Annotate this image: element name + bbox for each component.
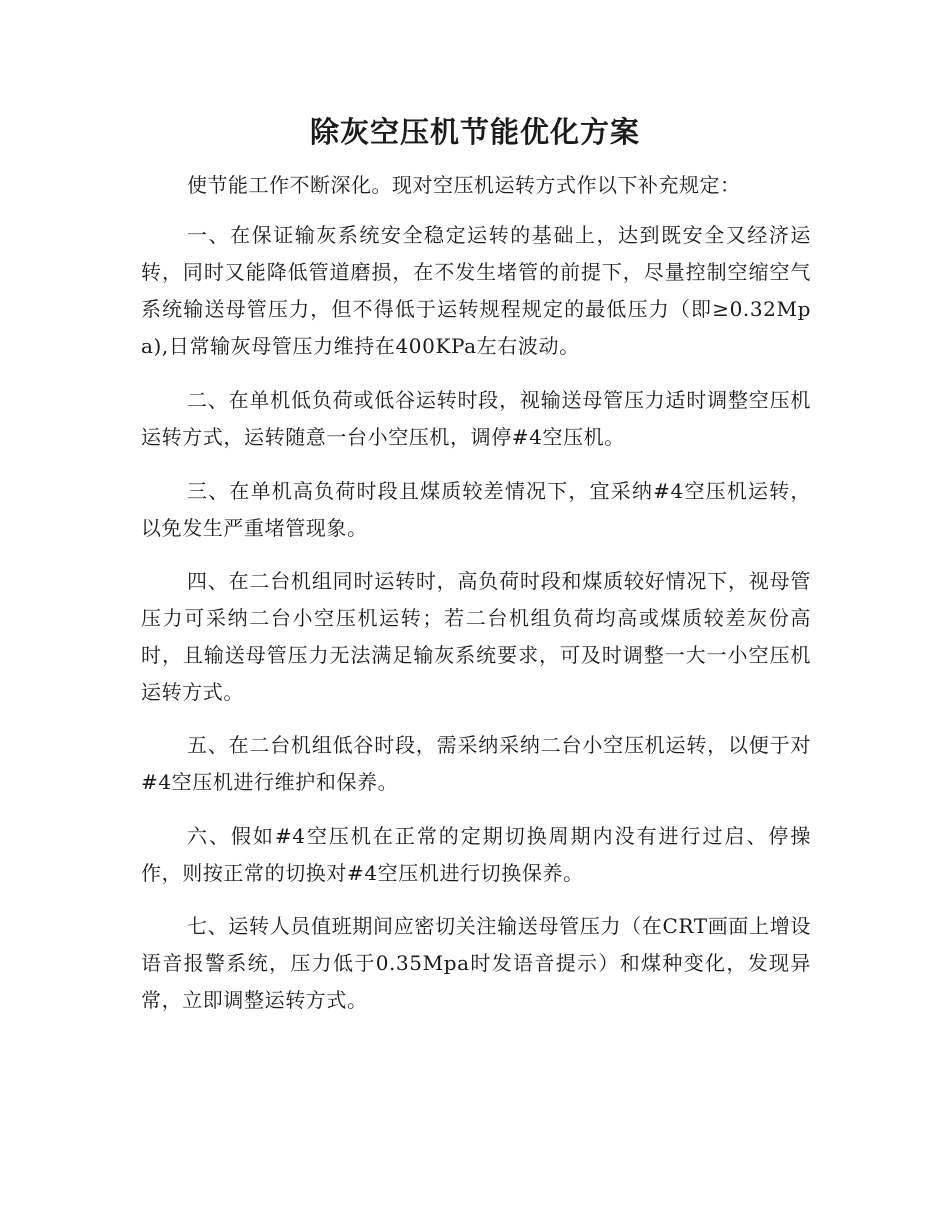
paragraph-3: 三、在单机高负荷时段且煤质较差情况下，宜采纳#4空压机运转，以免发生严重堵管现象。 xyxy=(141,479,811,540)
paragraph-7: 七、运转人员值班期间应密切关注输送母管压力（在CRT画面上增设语音报警系统，压力低于0.35Mpa时发语音提示）和煤种变化，发现异常，立即调整运转方式。 xyxy=(141,914,811,1012)
paragraph-1: 一、在保证输灰系统安全稳定运转的基础上，达到既安全又经济运转，同时又能降低管道磨损，在不发生堵管的前提下，尽量控制空缩空气系统输送母管压力，但不得低于运转规程规定的最低压力（即≥0.32Mpa),日常输灰母管压力维持在400KPa左右波动。 xyxy=(141,223,811,358)
paragraph-6: 六、假如#4空压机在正常的定期切换周期内没有进行过启、停操作，则按正常的切换对#4空压机进行切换保养。 xyxy=(141,824,811,885)
intro-paragraph: 使节能工作不断深化。现对空压机运转方式作以下补充规定： xyxy=(187,173,741,197)
paragraph-2: 二、在单机低负荷或低谷运转时段，视输送母管压力适时调整空压机运转方式，运转随意一台小空压机，调停#4空压机。 xyxy=(141,388,811,449)
paragraph-5: 五、在二台机组低谷时段，需采纳采纳二台小空压机运转，以便于对#4空压机进行维护和保养。 xyxy=(141,733,811,794)
paragraph-4: 四、在二台机组同时运转时，高负荷时段和煤质较好情况下，视母管压力可采纳二台小空压机运转；若二台机组负荷均高或煤质较差灰份高时，且输送母管压力无法满足输灰系统要求，可及时调整一大一小空压机运转方式。 xyxy=(141,569,811,704)
document-title: 除灰空压机节能优化方案 xyxy=(309,115,640,149)
